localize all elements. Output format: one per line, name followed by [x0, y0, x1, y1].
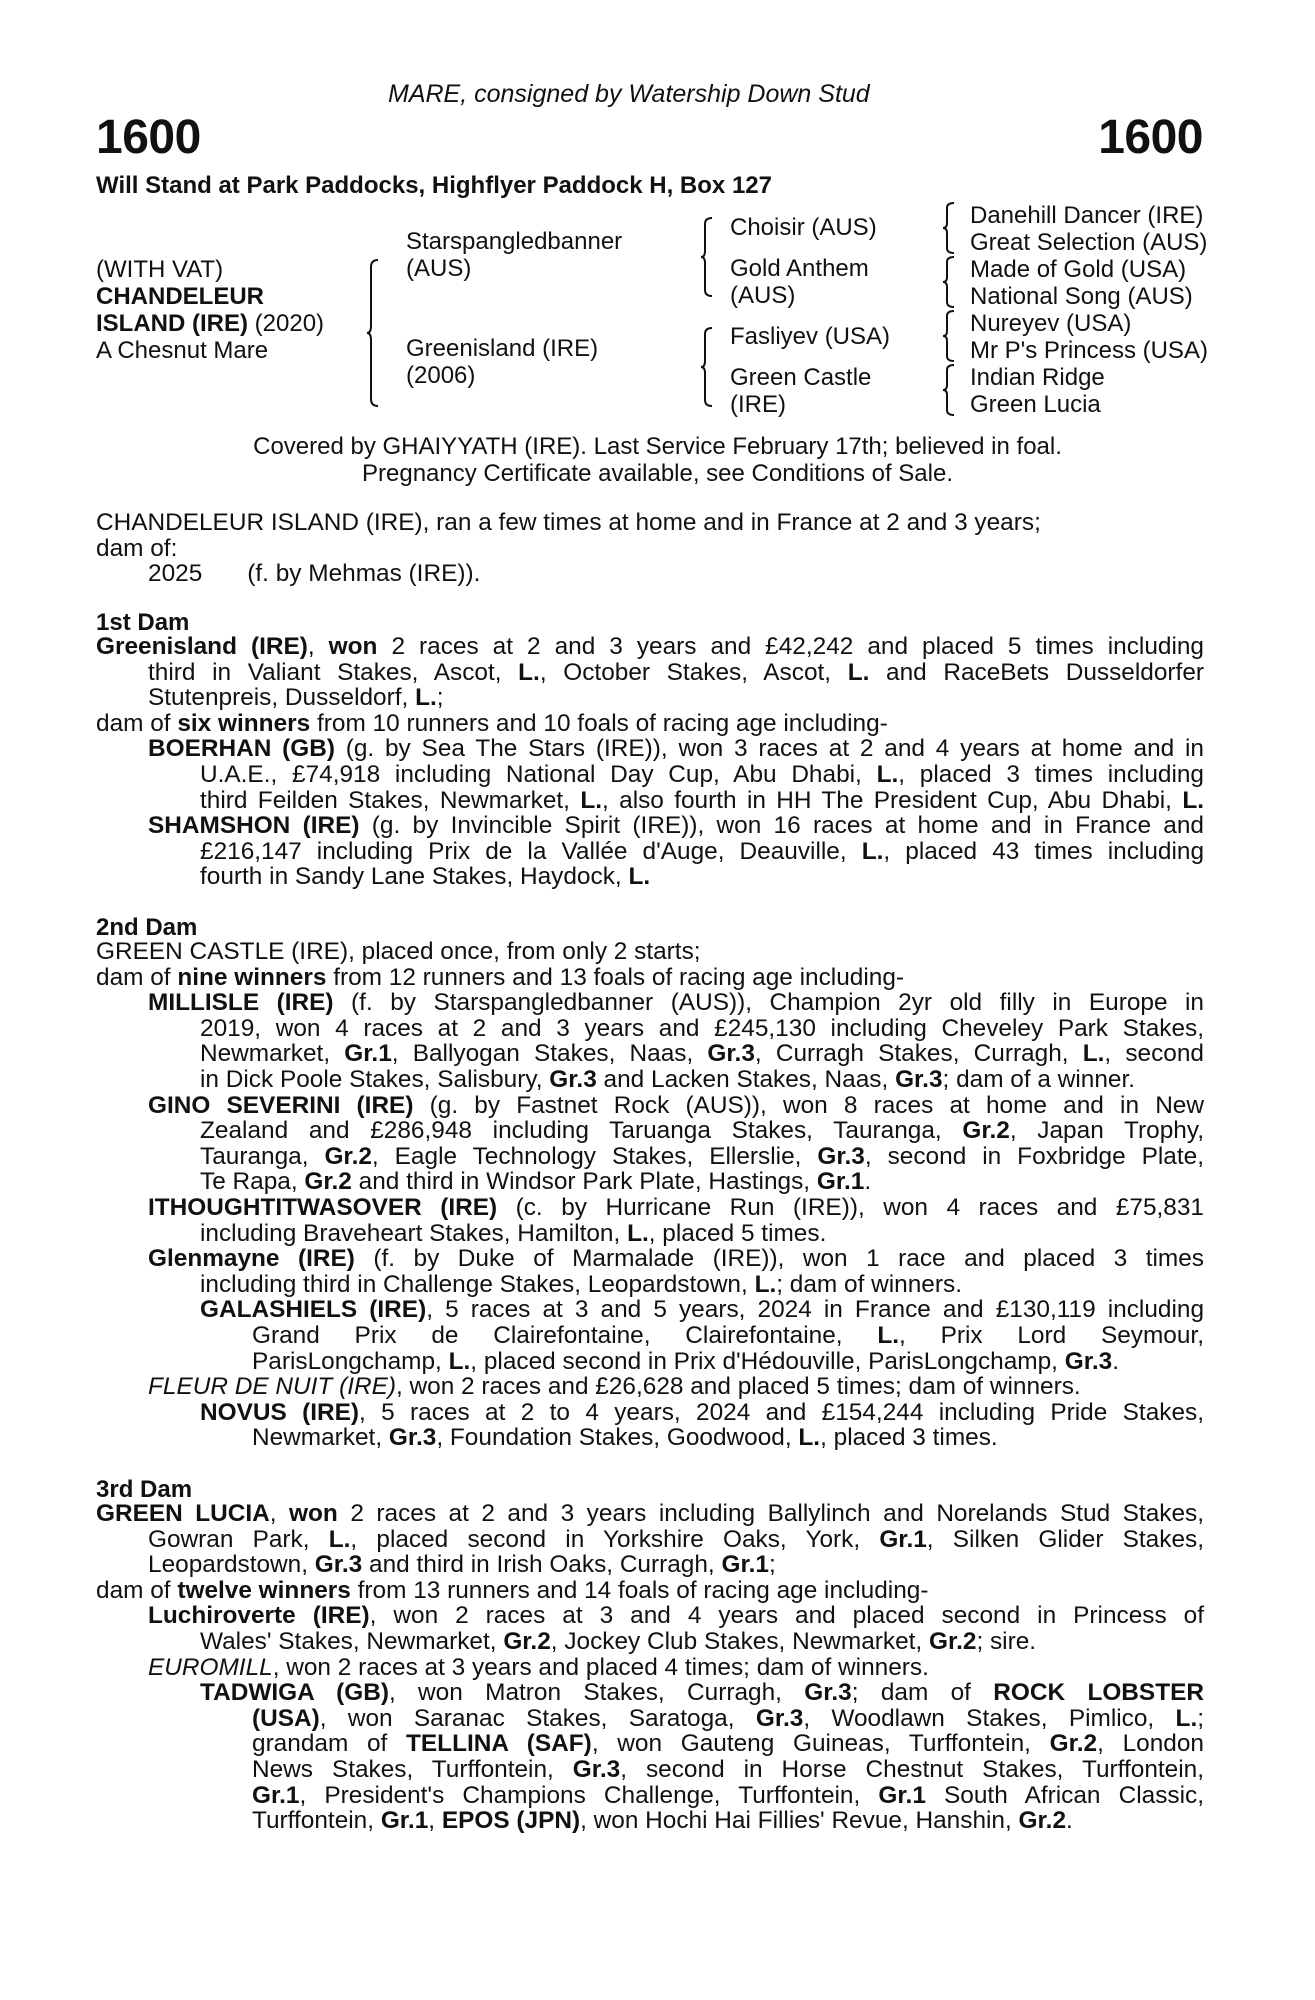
- text-line: £216,147 including Prix de la Vallée d'Auge, Deauville, L., placed 43 times including: [200, 837, 1205, 865]
- dam-dam-name: Green Castle: [730, 364, 872, 391]
- sire-name: Starspangledbanner: [406, 228, 623, 255]
- text-line: GREEN LUCIA, won 2 races at 2 and 3 years including Ballylinch and Norelands Stud Stakes,: [96, 1500, 1205, 1527]
- dsd-name: Mr P's Princess (USA): [970, 337, 1208, 364]
- second-dam-body: [96, 939, 1204, 1451]
- consignor-line: MARE, consigned by Watership Down Stud: [388, 80, 870, 108]
- section-3rd-dam: 3rd Dam: [96, 1476, 193, 1503]
- horse-name-line1: CHANDELEUR: [96, 283, 264, 310]
- text-line: grandam of TELLINA (SAF), won Gauteng Guineas, Turffontein, Gr.2, London: [252, 1730, 1204, 1758]
- horse-name-line2: ISLAND (IRE): [96, 310, 248, 337]
- pedigree-brace-ss: [942, 201, 956, 255]
- sss-name: Danehill Dancer (IRE): [970, 202, 1204, 229]
- pedigree-brace-sd: [942, 255, 956, 309]
- text-line: News Stakes, Turffontein, Gr.3, second in Horse Chestnut Stakes, Turffontein,: [252, 1755, 1204, 1783]
- ssd-name: Great Selection (AUS): [970, 229, 1208, 256]
- text-line: Greenisland (IRE), won 2 races at 2 and 3 years and £42,242 and placed 5 times including: [96, 633, 1205, 660]
- pedigree-brace-dam: [700, 326, 714, 408]
- text-line: in Dick Poole Stakes, Salisbury, Gr.3 and Lacken Stakes, Naas, Gr.3; dam of a winner.: [200, 1065, 1136, 1093]
- text-line: NOVUS (IRE), 5 races at 2 to 4 years, 2024 and £154,244 including Pride Stakes,: [200, 1398, 1204, 1426]
- text-line: Stutenpreis, Dusseldorf, L.;: [148, 684, 444, 712]
- produce-year: 2025: [148, 560, 203, 588]
- text-line: 2019, won 4 races at 2 and 3 years and £245,130 including Cheveley Park Stakes,: [200, 1014, 1204, 1042]
- pedigree-brace-ds: [942, 309, 956, 363]
- section-2nd-dam: 2nd Dam: [96, 914, 198, 941]
- lot-number-right: 1600: [1098, 111, 1203, 164]
- pedigree-brace-dd: [942, 363, 956, 417]
- section-1st-dam: 1st Dam: [96, 609, 190, 636]
- dam-year: (2006): [406, 362, 476, 389]
- pedigree-dam: [406, 335, 598, 389]
- text-line: Wales' Stakes, Newmarket, Gr.2, Jockey Club Stakes, Newmarket, Gr.2; sire.: [200, 1627, 1037, 1655]
- text-line: FLEUR DE NUIT (IRE), won 2 races and £26,628 and placed 5 times; dam of winners.: [148, 1373, 1081, 1401]
- sire-dam-country: (AUS): [730, 282, 796, 309]
- intro-line2: dam of:: [96, 534, 178, 562]
- text-line: Te Rapa, Gr.2 and third in Windsor Park Plate, Hastings, Gr.1.: [200, 1168, 872, 1196]
- text-line: Gowran Park, L., placed second in Yorkshire Oaks, York, Gr.1, Silken Glider Stakes,: [148, 1525, 1204, 1553]
- text-line: TADWIGA (GB), won Matron Stakes, Curragh, Gr.3; dam of ROCK LOBSTER: [200, 1679, 1204, 1707]
- sds-name: Made of Gold (USA): [970, 256, 1187, 283]
- dss-name: Nureyev (USA): [970, 310, 1132, 337]
- text-line: Turffontein, Gr.1, EPOS (JPN), won Hochi Hai Fillies' Revue, Hanshin, Gr.2.: [252, 1807, 1073, 1835]
- dam-intro: [96, 510, 1041, 587]
- text-line: dam of six winners from 10 runners and 10 foals of racing age including-: [96, 709, 888, 737]
- text-line: third in Valiant Stakes, Ascot, L., October Stakes, Ascot, L. and RaceBets Dusseldorfer: [148, 658, 1205, 686]
- horse-description: A Chesnut Mare: [96, 337, 269, 364]
- pedigree-brace-sire: [700, 216, 714, 298]
- location-line: Will Stand at Park Paddocks, Highflyer Paddock H, Box 127: [96, 172, 772, 199]
- text-line: dam of twelve winners from 13 runners and 14 foals of racing age including-: [96, 1576, 929, 1604]
- text-line: Glenmayne (IRE) (f. by Duke of Marmalade (IRE)), won 1 race and placed 3 times: [148, 1245, 1204, 1273]
- vat-label: (WITH VAT): [96, 256, 224, 283]
- first-dam-body: [96, 634, 1204, 890]
- sdd-name: National Song (AUS): [970, 283, 1193, 310]
- text-line: Newmarket, Gr.1, Ballyogan Stakes, Naas, Gr.3, Curragh Stakes, Curragh, L., second: [200, 1040, 1204, 1068]
- covered-block: [0, 433, 1315, 487]
- intro-line1: CHANDELEUR ISLAND (IRE), ran a few times at home and in France at 2 and 3 years;: [96, 509, 1041, 536]
- dam-name: Greenisland (IRE): [406, 335, 599, 362]
- text-line: BOERHAN (GB) (g. by Sea The Stars (IRE)), won 3 races at 2 and 4 years at home and in: [148, 735, 1204, 763]
- pedigree-sire-sire: Choisir (AUS): [730, 214, 877, 241]
- text-line: Grand Prix de Clairefontaine, Clairefontaine, L., Prix Lord Seymour,: [252, 1321, 1204, 1349]
- produce-text: (f. by Mehmas (IRE)).: [247, 560, 481, 588]
- lot-number-left: 1600: [96, 111, 201, 164]
- text-line: U.A.E., £74,918 including National Day Cup, Abu Dhabi, L., placed 3 times including: [200, 760, 1204, 788]
- sire-country: (AUS): [406, 255, 472, 282]
- third-dam-body: [96, 1501, 1204, 1834]
- text-line: Luchiroverte (IRE), won 2 races at 3 and 4 years and placed second in Princess of: [148, 1602, 1204, 1630]
- text-line: Newmarket, Gr.3, Foundation Stakes, Goodwood, L., placed 3 times.: [252, 1424, 998, 1452]
- pedigree-gen3: [970, 202, 1208, 418]
- text-line: including third in Challenge Stakes, Leopardstown, L.; dam of winners.: [200, 1270, 962, 1298]
- pedigree-dam-dam: [730, 364, 871, 418]
- pedigree-sire: [406, 228, 622, 282]
- text-line: Tauranga, Gr.2, Eagle Technology Stakes, Ellerslie, Gr.3, second in Foxbridge Plate,: [200, 1142, 1204, 1170]
- ddd-name: Green Lucia: [970, 391, 1101, 418]
- horse-year: (2020): [248, 310, 325, 337]
- text-line: MILLISLE (IRE) (f. by Starspangledbanner (AUS)), Champion 2yr old filly in Europe in: [148, 989, 1205, 1017]
- pedigree-dam-sire: Fasliyev (USA): [730, 323, 891, 350]
- text-line: fourth in Sandy Lane Stakes, Haydock, L.: [200, 863, 651, 891]
- pedigree-sire-dam: [730, 255, 869, 309]
- dam-dam-country: (IRE): [730, 391, 786, 418]
- text-line: ITHOUGHTITWASOVER (IRE) (c. by Hurricane Run (IRE)), won 4 races and £75,831: [148, 1193, 1204, 1221]
- text-line: Leopardstown, Gr.3 and third in Irish Oaks, Curragh, Gr.1;: [148, 1551, 776, 1579]
- text-line: dam of nine winners from 12 runners and 13 foals of racing age including-: [96, 963, 905, 991]
- text-line: EUROMILL, won 2 races at 3 years and placed 4 times; dam of winners.: [148, 1653, 929, 1681]
- text-line: including Braveheart Stakes, Hamilton, L., placed 5 times.: [200, 1219, 827, 1247]
- produce-row: [96, 561, 1041, 587]
- sire-dam-name: Gold Anthem: [730, 255, 869, 282]
- dds-name: Indian Ridge: [970, 364, 1105, 391]
- text-line: (USA), won Saranac Stakes, Saratoga, Gr.3, Woodlawn Stakes, Pimlico, L.;: [252, 1704, 1205, 1732]
- text-line: SHAMSHON (IRE) (g. by Invincible Spirit (IRE)), won 16 races at home and in France and: [148, 812, 1204, 840]
- covered-line2: Pregnancy Certificate available, see Conditions of Sale.: [362, 460, 953, 487]
- text-line: GINO SEVERINI (IRE) (g. by Fastnet Rock (AUS)), won 8 races at home and in New: [148, 1091, 1204, 1119]
- horse-block: [96, 256, 324, 364]
- pedigree-brace-gen1: [366, 258, 380, 408]
- text-line: third Feilden Stakes, Newmarket, L., also fourth in HH The President Cup, Abu Dhabi, L.: [200, 786, 1204, 814]
- covered-line1: Covered by GHAIYYATH (IRE). Last Service February 17th; believed in foal.: [253, 433, 1062, 460]
- text-line: Zealand and £286,948 including Taruanga Stakes, Tauranga, Gr.2, Japan Trophy,: [200, 1117, 1204, 1145]
- text-line: GALASHIELS (IRE), 5 races at 3 and 5 years, 2024 in France and £130,119 including: [200, 1296, 1205, 1324]
- text-line: GREEN CASTLE (IRE), placed once, from only 2 starts;: [96, 938, 701, 965]
- text-line: ParisLongchamp, L., placed second in Prix d'Hédouville, ParisLongchamp, Gr.3.: [252, 1347, 1119, 1375]
- text-line: Gr.1, President's Champions Challenge, Turffontein, Gr.1 South African Classic,: [252, 1781, 1204, 1809]
